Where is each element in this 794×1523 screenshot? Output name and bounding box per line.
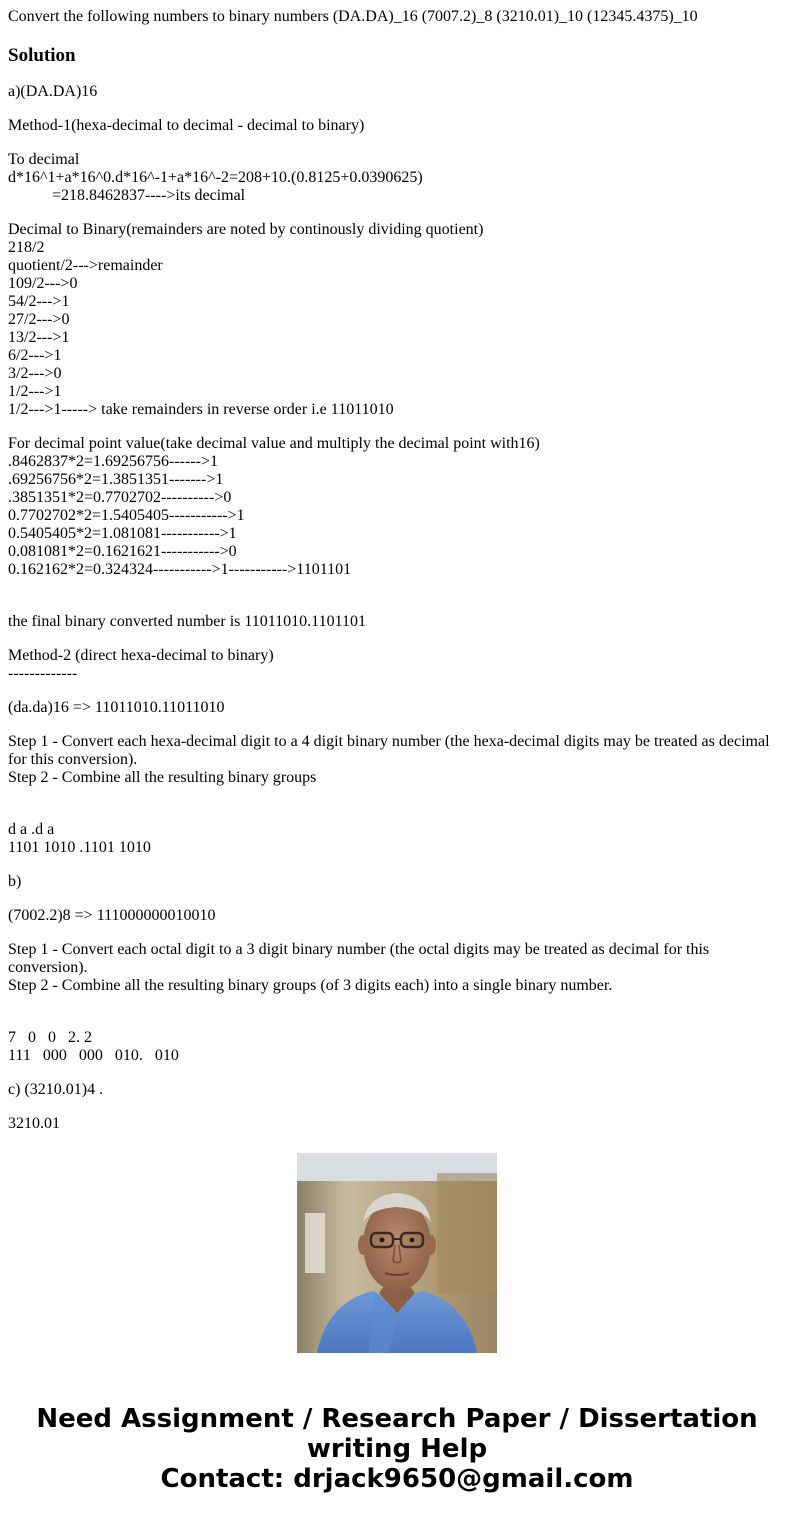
- solution-line: 0.081081*2=0.1621621----------->0: [8, 543, 237, 560]
- promo-line-2: writing Help: [306, 1434, 488, 1464]
- solution-line: [8, 995, 786, 1013]
- solution-line: 6/2--->1: [8, 347, 62, 364]
- solution-line: [8, 787, 786, 805]
- solution-line: d*16^1+a*16^0.d*16^-1+a*16^-2=208+10.(0.8125+0.0390625): [8, 169, 423, 186]
- solution-line: 218/2: [8, 239, 45, 256]
- author-photo: [297, 1153, 497, 1353]
- solution-line: -------------: [8, 665, 78, 682]
- solution-line: 7 0 0 2. 2: [8, 1029, 92, 1046]
- solution-line: .8462837*2=1.69256756------>1: [8, 453, 219, 470]
- question-text: Convert the following numbers to binary numbers (DA.DA)_16 (7007.2)_8 (3210.01)_10 (12345.4375)_10: [8, 8, 698, 25]
- solution-line: 13/2--->1: [8, 329, 70, 346]
- solution-paragraph: [8, 221, 786, 419]
- solution-line: To decimal: [8, 151, 80, 168]
- solution-paragraph: [8, 1081, 786, 1099]
- solution-line: 3/2--->0: [8, 365, 62, 382]
- solution-heading: Solution: [8, 45, 76, 66]
- solution-line: .3851351*2=0.7702702---------->0: [8, 489, 232, 506]
- solution-line: quotient/2--->remainder: [8, 257, 163, 274]
- solution-body: [8, 83, 786, 1133]
- promo-contact: Contact: drjack9650@gmail.com: [160, 1464, 634, 1494]
- promo-banner: [0, 1404, 794, 1494]
- solution-line: a)(DA.DA)16: [8, 83, 98, 100]
- solution-line: 109/2--->0: [8, 275, 78, 292]
- solution-line: 1/2--->1: [8, 383, 62, 400]
- solution-line: 3210.01: [8, 1115, 60, 1132]
- solution-line: (da.da)16 => 11011010.11011010: [8, 699, 225, 716]
- solution-line: Step 2 - Combine all the resulting binary groups (of 3 digits each) into a single binary number.: [8, 977, 613, 994]
- solution-paragraph: [8, 699, 786, 717]
- solution-line: 0.5405405*2=1.081081----------->1: [8, 525, 237, 542]
- promo-line-1: Need Assignment / Research Paper / Dissertation: [36, 1404, 758, 1434]
- solution-line: (7002.2)8 => 111000000010010: [8, 907, 216, 924]
- author-avatar: [297, 1153, 497, 1353]
- solution-line: =218.8462837---->its decimal: [8, 187, 246, 204]
- solution-line: For decimal point value(take decimal value and multiply the decimal point with16): [8, 435, 540, 452]
- solution-line: Method-1(hexa-decimal to decimal - decimal to binary): [8, 117, 365, 134]
- solution-paragraph: [8, 435, 786, 597]
- solution-paragraph: [8, 151, 786, 205]
- solution-line: 27/2--->0: [8, 311, 70, 328]
- solution-line: Step 1 - Convert each octal digit to a 3 digit binary number (the octal digits may be treated as decimal for this conversion).: [8, 941, 714, 976]
- solution-line: 54/2--->1: [8, 293, 70, 310]
- solution-line: 0.162162*2=0.324324----------->1----------->1101101: [8, 561, 352, 578]
- solution-paragraph: [8, 613, 786, 631]
- solution-line: Decimal to Binary(remainders are noted by continously dividing quotient): [8, 221, 484, 238]
- solution-paragraph: [8, 873, 786, 891]
- solution-paragraph: [8, 83, 786, 101]
- solution-line: d a .d a: [8, 821, 55, 838]
- solution-paragraph: [8, 821, 786, 857]
- solution-line: .69256756*2=1.3851351------->1: [8, 471, 224, 488]
- solution-line: Step 2 - Combine all the resulting binary groups: [8, 769, 317, 786]
- solution-line: c) (3210.01)4 .: [8, 1081, 104, 1098]
- solution-line: the final binary converted number is 11011010.1101101: [8, 613, 366, 630]
- solution-paragraph: [8, 907, 786, 925]
- solution-line: 0.7702702*2=1.5405405----------->1: [8, 507, 245, 524]
- solution-line: 1101 1010 .1101 1010: [8, 839, 151, 856]
- solution-line: 1/2--->1-----> take remainders in reverse order i.e 11011010: [8, 401, 394, 418]
- solution-paragraph: [8, 117, 786, 135]
- solution-paragraph: [8, 733, 786, 805]
- solution-paragraph: [8, 647, 786, 683]
- solution-line: Step 1 - Convert each hexa-decimal digit to a 4 digit binary number (the hexa-decimal digits may be treated as decimal for this conversion).: [8, 733, 774, 768]
- solution-line: 111 000 000 010. 010: [8, 1047, 179, 1064]
- solution-line: b): [8, 873, 22, 890]
- solution-line: [8, 579, 786, 597]
- solution-paragraph: [8, 1029, 786, 1065]
- solution-line: Method-2 (direct hexa-decimal to binary): [8, 647, 274, 664]
- solution-paragraph: [8, 941, 786, 1013]
- solution-paragraph: [8, 1115, 786, 1133]
- solution-document: [8, 0, 786, 1132]
